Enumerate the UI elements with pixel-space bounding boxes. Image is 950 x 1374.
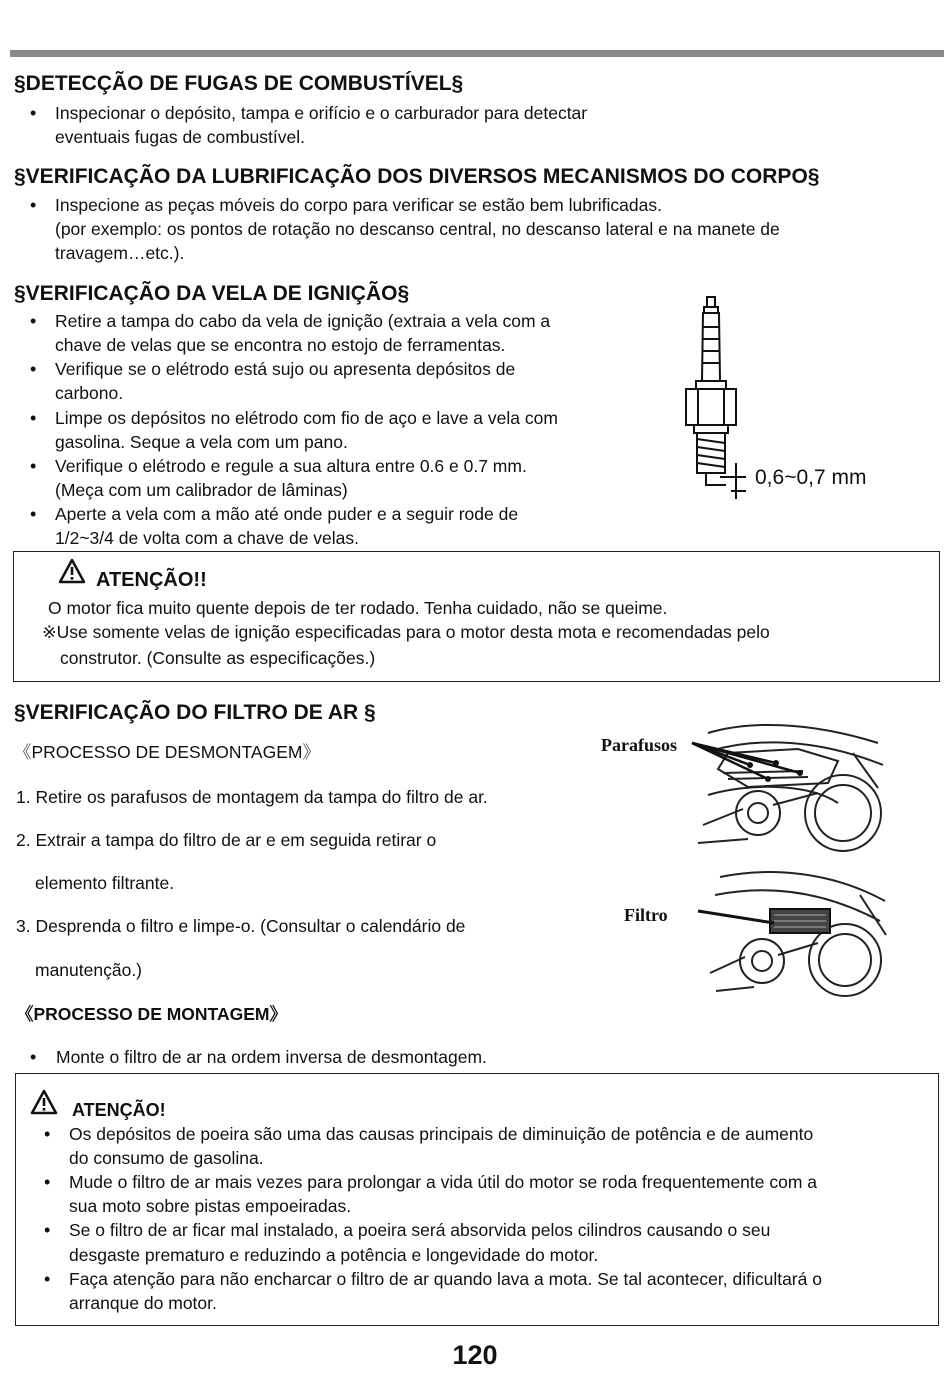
spark-plug-text: 1/2~3/4 de volta com a chave de velas. xyxy=(55,528,360,548)
section-title-air-filter: §VERIFICAÇÃO DO FILTRO DE AR § xyxy=(14,701,376,724)
warning-text: Faça atenção para não encharcar o filtro de ar quando lava a mota. Se tal acontecer, dificultará o xyxy=(69,1269,822,1289)
warning-text: sua moto sobre pistas empoeiradas. xyxy=(69,1196,352,1216)
spark-plug-illustration xyxy=(676,293,746,503)
spark-plug-text: Aperte a vela com a mão até onde puder e a seguir rode de xyxy=(55,504,519,524)
bullet: • xyxy=(30,1047,37,1067)
disassembly-step: 2. Extrair a tampa do filtro de ar e em seguida retirar o xyxy=(16,830,437,850)
scooter-screws-illustration xyxy=(688,713,888,853)
bullet: • xyxy=(30,359,37,379)
lubrication-text: (por exemplo: os pontos de rotação no descanso central, no descanso lateral e na manete de xyxy=(55,219,780,239)
bullet: • xyxy=(30,195,37,215)
spark-plug-text: chave de velas que se encontra no estojo de ferramentas. xyxy=(55,335,506,355)
spark-plug-text: Verifique o elétrodo e regule a sua altura entre 0.6 e 0.7 mm. xyxy=(55,456,527,476)
gap-measurement-label: 0,6~0,7 mm xyxy=(755,466,867,489)
filter-label: Filtro xyxy=(624,905,668,925)
lubrication-text: Inspecione as peças móveis do corpo para verificar se estão bem lubrificadas. xyxy=(55,195,662,215)
disassembly-step: 3. Desprenda o filtro e limpe-o. (Consultar o calendário de xyxy=(16,916,466,936)
bullet: • xyxy=(30,103,37,123)
top-rule xyxy=(10,50,944,57)
spark-plug-text: Limpe os depósitos no elétrodo com fio de aço e lave a vela com xyxy=(55,408,558,428)
warning-text: Se o filtro de ar ficar mal instalado, a poeira será absorvida pelos cilindros causando o seu xyxy=(69,1220,771,1240)
bullet: • xyxy=(44,1220,51,1240)
bullet: • xyxy=(44,1269,51,1289)
bullet: • xyxy=(30,504,37,524)
section-title-spark-plug: §VERIFICAÇÃO DA VELA DE IGNIÇÃO§ xyxy=(14,282,410,305)
spark-plug-text: Retire a tampa do cabo da vela de ignição (extraia a vela com a xyxy=(55,311,551,331)
bullet: • xyxy=(44,1124,51,1144)
bullet: • xyxy=(30,311,37,331)
warning-text: arranque do motor. xyxy=(69,1293,217,1313)
bullet: • xyxy=(44,1172,51,1192)
screws-label: Parafusos xyxy=(601,735,677,755)
warning-text: Os depósitos de poeira são uma das causas principais de diminuição de potência e de aumento xyxy=(69,1124,814,1144)
warning-text: construtor. (Consulte as especificações.) xyxy=(60,648,376,668)
section-title-fuel-leak: §DETECÇÃO DE FUGAS DE COMBUSTÍVEL§ xyxy=(14,72,464,95)
spark-plug-text: gasolina. Seque a vela com um pano. xyxy=(55,432,348,452)
warning-text: desgaste prematuro e reduzindo a potência e longevidade do motor. xyxy=(69,1245,599,1265)
disassembly-step: manutenção.) xyxy=(35,960,143,980)
warning-text: Mude o filtro de ar mais vezes para prolongar a vida útil do motor se roda frequentemente com a xyxy=(69,1172,818,1192)
bullet: • xyxy=(30,408,37,428)
warning-title: ATENÇÃO!! xyxy=(96,569,207,591)
disassembly-step: elemento filtrante. xyxy=(35,873,175,893)
disassembly-step: 1. Retire os parafusos de montagem da tampa do filtro de ar. xyxy=(16,787,488,807)
warning-text: ※Use somente velas de ignição especificadas para o motor desta mota e recomendadas pelo xyxy=(42,622,770,642)
lubrication-text: travagem…etc.). xyxy=(55,243,185,263)
spark-plug-text: carbono. xyxy=(55,383,124,403)
assembly-text: Monte o filtro de ar na ordem inversa de desmontagem. xyxy=(56,1047,487,1067)
spark-plug-text: Verifique se o elétrodo está sujo ou apresenta depósitos de xyxy=(55,359,516,379)
page-number: 120 xyxy=(452,1340,498,1370)
scooter-filter-illustration xyxy=(690,865,890,1000)
warning-title: ATENÇÃO! xyxy=(72,1100,166,1120)
warning-triangle-icon xyxy=(30,1089,58,1115)
fuel-leak-text: Inspecionar o depósito, tampa e orifício e o carburador para detectar xyxy=(55,103,588,123)
assembly-title: 《PROCESSO DE MONTAGEM》 xyxy=(16,1004,287,1024)
bullet: • xyxy=(30,456,37,476)
section-title-lubrication: §VERIFICAÇÃO DA LUBRIFICAÇÃO DOS DIVERSOS MECANISMOS DO CORPO§ xyxy=(14,165,820,188)
warning-triangle-icon xyxy=(58,558,86,584)
fuel-leak-text: eventuais fugas de combustível. xyxy=(55,127,306,147)
disassembly-title: 《PROCESSO DE DESMONTAGEM》 xyxy=(14,742,320,762)
spark-plug-text: (Meça com um calibrador de lâminas) xyxy=(55,480,348,500)
warning-text: do consumo de gasolina. xyxy=(69,1148,264,1168)
warning-text: O motor fica muito quente depois de ter rodado. Tenha cuidado, não se queime. xyxy=(48,598,668,618)
